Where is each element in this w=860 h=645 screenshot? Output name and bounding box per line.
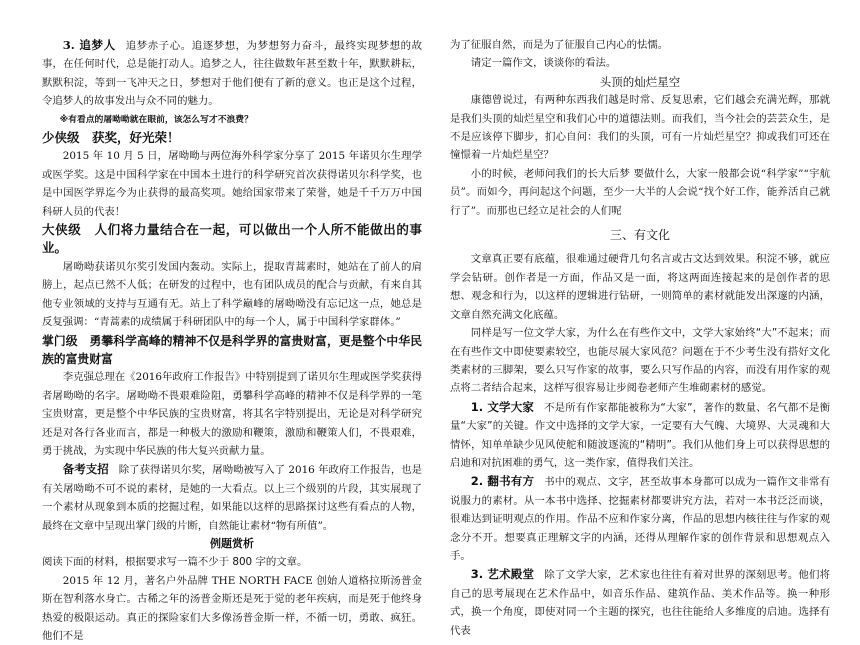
paragraph-culture: 文章真正要有底蕴，很难通过硬背几句名言或古文达到效果。积淀不够，就应学会钻研。创作者是一方面，作品又是一面，将这两面连接起来的是创作者的思想、观念和行为，以这样的逻辑进行钻研，一则简单的素材就能发出深邃的内涵，文章自然充满文化底蕴。 bbox=[450, 253, 830, 321]
paragraph-exam-tips bbox=[42, 460, 422, 535]
paragraph-text: 不是所有作家都能被称为“大家”，著作的数量、名气都不是衡量“大家”的关键。作文中选择的文学大家，一定要有大气魄、大境界、大灵魂和大情怀，知单单缺少见风使舵和随波逐流的“精明”。我们从他们身上可以获得思想的启迪和对抗困难的勇气，这一类作家，值得我们关注。 bbox=[450, 401, 830, 469]
paragraph-dream-chaser bbox=[42, 36, 422, 111]
example-title: 例题赏析 bbox=[210, 536, 254, 550]
paragraph-kant: 康德曾说过，有两种东西我们越是时常、反复思索，它们越会充满光辉，那就是我们头顶的灿烂星空和我们心中的道德法则。而我们，当今社会的芸芸众生，是不是应该停下脚步，扪心自问：我们的头顶，可有一片灿烂星空？抑或我们可还在憧憬着一片灿烂星空？ bbox=[450, 94, 830, 162]
paragraph-material-cont: 为了征服自然，而是为了征服自己内心的怯懦。 bbox=[450, 39, 669, 51]
paragraph-award: 2015 年 10 月 5 日，屠呦呦与两位海外科学家分享了 2015 年诺贝尔生理学或医学奖。这是中国科学家在中国本土进行的科学研究首次获得诺贝尔科学奖，也是中国医学界迄今为止获得的最高奖项。她给国家带来了荣誉，她是千千万万中国科研人员的代表！ bbox=[42, 150, 422, 218]
paragraph-prompt: 请定一篇作文，谈谈你的看法。 bbox=[470, 57, 617, 70]
paragraph-instruction: 阅读下面的材料，根据要求写一篇不少于 800 字的文章。 bbox=[42, 556, 308, 569]
right-column bbox=[450, 36, 830, 640]
section-title-culture: 三、有文化 bbox=[609, 228, 670, 243]
paragraph-books bbox=[450, 472, 830, 565]
subheading-books: 2. 翻书有方 bbox=[470, 474, 535, 489]
essay-title: 头顶的灿烂星空 bbox=[599, 74, 681, 89]
paragraph-text: 除了获得诺贝尔奖，屠呦呦被写入了 2016 年政府工作报告，也是有关屠呦呦不可不说的素材，是她的一大看点。以上三个级别的片段，其实展现了一个素材从现象到本质的挖掘过程，如果能以这样的思路探讨这些有看点的人物，最终在文章中呈现出掌门级的片断，自然能让素材“物有所值”。 bbox=[42, 464, 422, 532]
paragraph-art bbox=[450, 565, 830, 640]
paragraph-master bbox=[450, 398, 830, 473]
section-heading-dream-chaser: 3. 追梦人 bbox=[62, 38, 116, 52]
note-question: ※有看点的屠呦呦就在眼前，该怎么写才不浪费？ bbox=[59, 114, 253, 125]
level-heading-3: 掌门级 勇攀科学高峰的精神不仅是科学界的富贵财富，更是整个中华民族的富贵财富 bbox=[42, 333, 422, 366]
paragraph-government-report: 李克强总理在《2016年政府工作报告》中特别提到了诺贝尔生理或医学奖获得者屠呦呦的名字。屠呦呦不畏艰难险阻，勇攀科学高峰的精神不仅是科学界的一笔宝贵财富，更是整个中华民族的宝贵财富，将其名字特别提出，无论是对科学研究还是对各行各业而言，都是一种极大的激励和鞭策，激励和鞭策人们，不畏艰难，勇于挑战，为实现中华民族的伟大复兴贡献力量。 bbox=[42, 371, 422, 457]
paragraph-text: 书中的观点、文字，甚至故事本身都可以成为一篇作文非常有说服力的素材。从一本书中选择、挖掘素材都要讲究方法，若对一本书泛泛而谈，很难达到证明观点的作用。作品不应和作家分离，作品的思想内核往往与作家的观念分不开。想要真正理解文字的内涵，还得从理解作家的创作背景和思想观点入手。 bbox=[450, 476, 830, 562]
paragraph-text: 除了文学大家，艺术家也往往有着对世界的深刻思考。他们将自己的思考展现在艺术作品中，如音乐作品、建筑作品、美术作品等。换一种形式，换一个角度，即使对同一个主题的探究，也往往能给人多维度的启迪。选择有代表 bbox=[450, 569, 830, 637]
paragraph-material: 2015 年 12 月，著名户外品牌 THE NORTH FACE 创始人道格拉斯汤普金斯在智利落水身亡。古稀之年的汤普金斯还是死于觉的老年疾病，而是死于他终身热爱的极限运动。真正的探险家们大多像汤普金斯一样，不循一切，勇敢、疯狂。他们不是 bbox=[42, 574, 422, 642]
subheading-art: 3. 艺术殿堂 bbox=[470, 567, 535, 582]
level-heading-1: 少侠级 获奖，好光荣！ bbox=[42, 130, 180, 146]
paragraph-literary: 同样是写一位文学大家，为什么在有些作文中，文学大家始终“大”不起来；而在有些作文中即使要素较空，也能尽展大家风范？问题在于不少考生没有搭好文化类素材的三脚架，要么只写作家的故事，要么只写作品的内容，而没有用作家的观点将二者结合起来，这样写很容易让步阅卷老师产生堆砌素材的感觉。 bbox=[450, 327, 830, 395]
paragraph-team: 屠呦呦获诺贝尔奖引发国内轰动。实际上，提取青蒿素时，她站在了前人的肩膀上，起点已然不人低；在研发的过程中，也有团队成员的配合与贡献，有来自其他专业领域的支持与互通有无。站上了科学巅峰的屠呦呦没有忘记这一点，她总是反复强调：“青蒿素的成绩属于科研团队中的每一个人，属于中国科学家群体。” bbox=[42, 260, 422, 329]
subheading-literary-master: 1. 文学大家 bbox=[470, 399, 535, 414]
paragraph-text: 追梦赤子心。追逐梦想，为梦想努力奋斗，最终实现梦想的故事，在任何时代，总是能打动人。追梦之人，往往做数年甚至数十年，默默耕耘，默默积淀，等到一飞冲天之日，梦想对于他们便有了新的意义。也正是这个过程，令追梦人的故事发出与众不同的魅力。 bbox=[42, 40, 423, 108]
left-column bbox=[42, 36, 422, 645]
level-heading-2: 大侠级 人们将力量结合在一起，可以做出一个人所不能做出的事业。 bbox=[42, 222, 422, 256]
paragraph-childhood: 小的时候，老师问我们的长大后梦 要做什么，大家一般都会说“科学家”“宇航员”。而如今，再问起这个问题，至少一大半的人会说“找个好工作，能养活自己就行了”。而那也已经立足社会的人们呢 bbox=[450, 167, 830, 217]
exam-tips-heading: 备考支招 bbox=[62, 462, 109, 477]
